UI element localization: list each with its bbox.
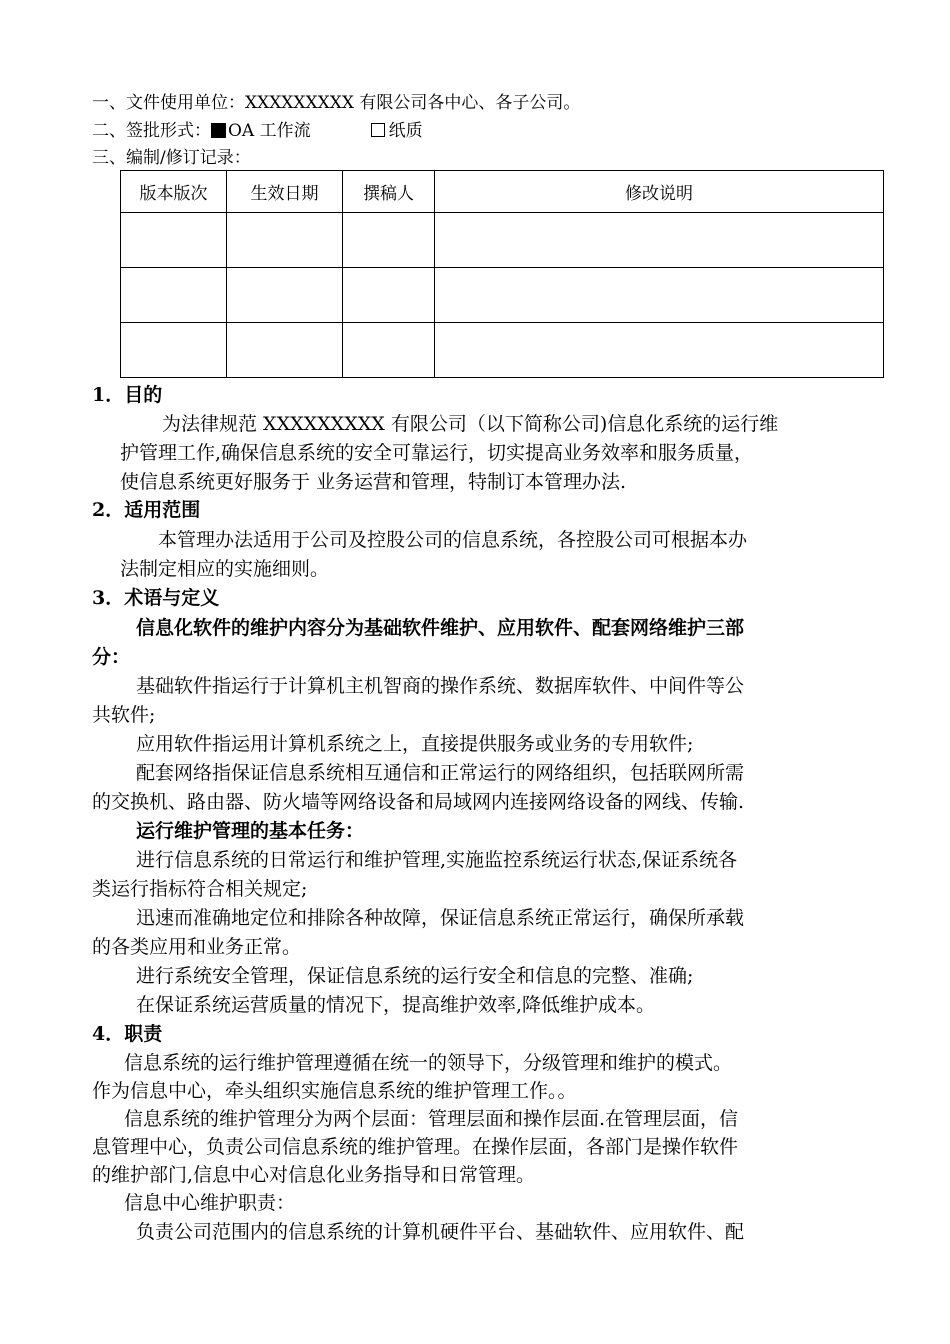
paragraph-line: 的维护部门,信息中心对信息化业务指导和日常管理。 <box>92 1164 536 1186</box>
table-cell <box>121 323 227 378</box>
table-cell <box>121 213 227 268</box>
paragraph-line: 本管理办法适用于公司及控股公司的信息系统，各控股公司可根据本办 <box>158 529 748 551</box>
paragraph-line: 类运行指标符合相关规定; <box>92 878 308 900</box>
paragraph-line: 的交换机、路由器、防火墙等网络设备和局域网内连接网络设备的网线、传输. <box>92 791 745 813</box>
table-row <box>121 213 884 268</box>
col-effective-date: 生效日期 <box>227 171 343 213</box>
col-change-note: 修改说明 <box>435 171 884 213</box>
paragraph-line: 信息系统的运行维护管理遵循在统一的领导下，分级管理和维护的模式。 <box>124 1052 733 1074</box>
paragraph-line: 作为信息中心，牵头组织实施信息系统的维护管理工作。。 <box>92 1080 577 1102</box>
paragraph-line: 基础软件指运行于计算机主机智商的操作系统、数据库软件、中间件等公 <box>136 675 745 697</box>
paragraph-line: 在保证系统运营质量的情况下，提高维护效率,降低维护成本。 <box>136 994 656 1016</box>
table-cell <box>227 213 343 268</box>
table-cell <box>435 268 884 323</box>
paragraph-line: 法制定相应的实施细则。 <box>120 558 330 580</box>
table-cell <box>121 268 227 323</box>
paragraph-line: 应用软件指运用计算机系统之上，直接提供服务或业务的专用软件; <box>136 733 694 755</box>
table-cell <box>435 213 884 268</box>
bold-paragraph-line: 分： <box>92 646 131 668</box>
table-row <box>121 268 884 323</box>
table-cell <box>343 268 435 323</box>
table-cell <box>435 323 884 378</box>
bold-paragraph-line: 运行维护管理的基本任务： <box>136 820 365 842</box>
table-cell <box>343 323 435 378</box>
revision-record-line: 三、编制/修订记录： <box>92 148 251 168</box>
paragraph-line: 息管理中心，负责公司信息系统的维护管理。在操作层面，各部门是操作软件 <box>92 1136 739 1158</box>
section-heading-terms: 3．术语与定义 <box>92 587 220 609</box>
section-heading-duties: 4．职责 <box>92 1023 163 1045</box>
usage-unit-line: 一、文件使用单位：XXXXXXXXX 有限公司各中心、各子公司。 <box>92 93 581 113</box>
paragraph-line: 使信息系统更好服务于 业务运营和管理，特制订本管理办法. <box>120 471 627 493</box>
table-row <box>121 323 884 378</box>
paragraph-line: 负责公司范围内的信息系统的计算机硬件平台、基础软件、应用软件、配 <box>136 1221 745 1243</box>
revision-table <box>120 170 884 378</box>
oa-workflow-label: OA 工作流 <box>228 121 311 141</box>
paragraph-line: 护管理工作,确保信息系统的安全可靠运行，切实提高业务效率和服务质量， <box>120 442 754 464</box>
paragraph-line: 进行信息系统的日常运行和维护管理,实施监控系统运行状态,保证系统各 <box>136 849 738 871</box>
bold-paragraph-line: 信息化软件的维护内容分为基础软件维护、应用软件、配套网络维护三部 <box>136 617 745 639</box>
checked-checkbox-icon[interactable] <box>211 123 226 138</box>
paper-label: 纸质 <box>388 121 423 141</box>
table-cell <box>227 268 343 323</box>
paragraph-line: 迅速而准确地定位和排除各种故障，保证信息系统正常运行，确保所承载 <box>136 907 745 929</box>
paragraph-line: 共软件; <box>92 704 156 726</box>
paragraph-line: 配套网络指保证信息系统相互通信和正常运行的网络组织，包括联网所需 <box>136 762 745 784</box>
unchecked-checkbox-icon[interactable] <box>371 123 385 137</box>
section-heading-purpose: 1．目的 <box>92 384 163 406</box>
section-heading-scope: 2．适用范围 <box>92 499 201 521</box>
paragraph-line: 信息中心维护职责： <box>124 1192 296 1214</box>
col-version: 版本版次 <box>121 171 227 213</box>
paragraph-line: 为法律规范 XXXXXXXXX 有限公司（以下简称公司)信息化系统的运行维 <box>162 413 779 435</box>
col-author: 撰稿人 <box>343 171 435 213</box>
table-cell <box>227 323 343 378</box>
approval-form-prefix: 二、签批形式： <box>92 121 211 141</box>
paragraph-line: 进行系统安全管理，保证信息系统的运行安全和信息的完整、准确; <box>136 965 694 987</box>
paragraph-line: 的各类应用和业务正常。 <box>92 936 302 958</box>
paragraph-line: 信息系统的维护管理分为两个层面：管理层面和操作层面.在管理层面，信 <box>124 1108 739 1130</box>
approval-form-line <box>92 119 423 143</box>
table-header-row <box>121 171 884 213</box>
table-cell <box>343 213 435 268</box>
